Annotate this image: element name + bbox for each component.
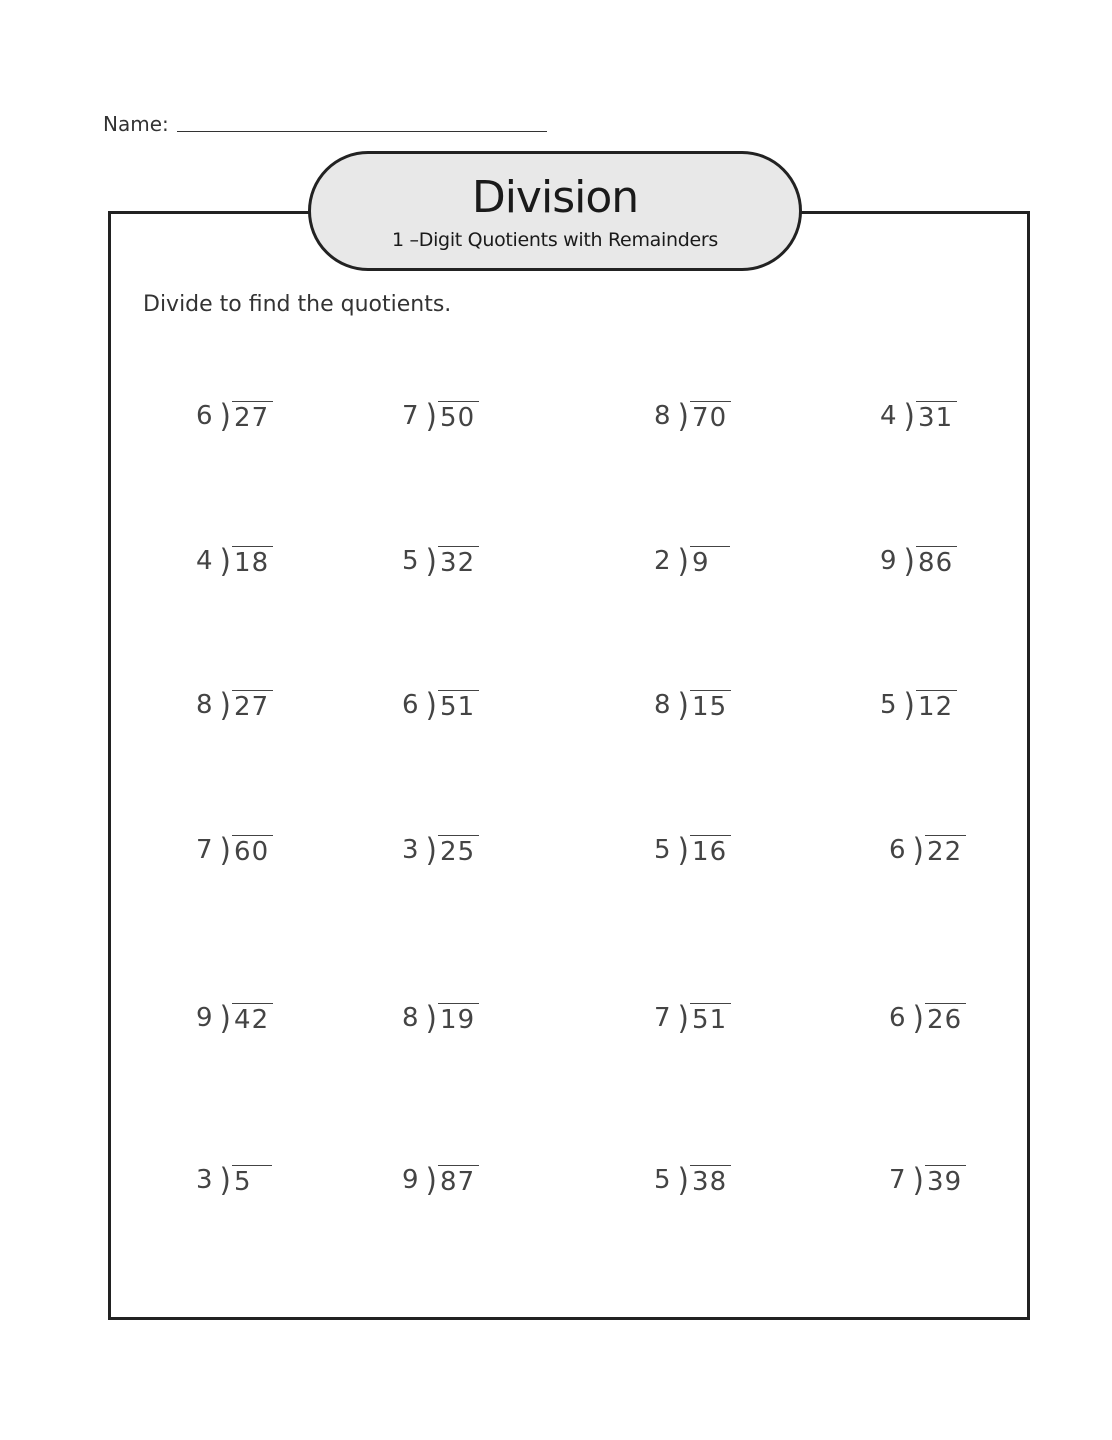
dividend: 70: [690, 401, 731, 432]
dividend: 42: [232, 1003, 273, 1034]
dividend: 27: [232, 690, 273, 721]
division-problem: [402, 998, 479, 1038]
division-bracket-icon: ): [219, 542, 231, 580]
divisor: 8: [654, 690, 671, 720]
dividend: 32: [438, 546, 479, 577]
division-problem: [402, 541, 479, 581]
division-problem: [654, 541, 730, 581]
divisor: 5: [654, 835, 671, 865]
division-problem: [889, 1160, 966, 1200]
name-field: [103, 112, 547, 136]
dividend: 19: [438, 1003, 479, 1034]
dividend: 86: [916, 546, 957, 577]
division-bracket-icon: ): [425, 831, 437, 869]
divisor: 8: [402, 1003, 419, 1033]
dividend: 31: [916, 401, 957, 432]
division-bracket-icon: ): [425, 1161, 437, 1199]
divisor: 2: [654, 546, 671, 576]
division-bracket-icon: ): [903, 686, 915, 724]
division-problem: [196, 830, 273, 870]
division-problem: [402, 396, 479, 436]
dividend: 60: [232, 835, 273, 866]
dividend: 50: [438, 401, 479, 432]
division-problem: [196, 396, 273, 436]
division-bracket-icon: ): [677, 542, 689, 580]
dividend: 25: [438, 835, 479, 866]
division-bracket-icon: ): [425, 686, 437, 724]
divisor: 7: [889, 1165, 906, 1195]
divisor: 5: [880, 690, 897, 720]
division-problem: [196, 998, 273, 1038]
divisor: 5: [402, 546, 419, 576]
division-bracket-icon: ): [219, 1161, 231, 1199]
divisor: 8: [196, 690, 213, 720]
dividend: 9: [690, 546, 730, 577]
division-problem: [654, 1160, 731, 1200]
divisor: 9: [880, 546, 897, 576]
division-bracket-icon: ): [677, 397, 689, 435]
dividend: 87: [438, 1165, 479, 1196]
division-bracket-icon: ): [912, 1161, 924, 1199]
dividend: 22: [925, 835, 966, 866]
division-problem: [402, 685, 479, 725]
division-bracket-icon: ): [425, 999, 437, 1037]
division-bracket-icon: ): [219, 999, 231, 1037]
divisor: 9: [402, 1165, 419, 1195]
divisor: 6: [889, 1003, 906, 1033]
dividend: 26: [925, 1003, 966, 1034]
divisor: 6: [196, 401, 213, 431]
title-banner: [308, 151, 802, 271]
division-problem: [654, 685, 731, 725]
divisor: 7: [196, 835, 213, 865]
division-bracket-icon: ): [219, 686, 231, 724]
division-problem: [889, 830, 966, 870]
dividend: 18: [232, 546, 273, 577]
division-problem: [880, 396, 957, 436]
division-bracket-icon: ): [677, 1161, 689, 1199]
division-bracket-icon: ): [912, 831, 924, 869]
dividend: 38: [690, 1165, 731, 1196]
division-problem: [196, 685, 273, 725]
division-problem: [196, 1160, 272, 1200]
divisor: 6: [889, 835, 906, 865]
division-problem: [654, 998, 731, 1038]
divisor: 3: [196, 1165, 213, 1195]
division-problem: [889, 998, 966, 1038]
dividend: 27: [232, 401, 273, 432]
division-problem: [402, 1160, 479, 1200]
divisor: 7: [402, 401, 419, 431]
division-problem: [402, 830, 479, 870]
divisor: 4: [880, 401, 897, 431]
division-problem: [654, 830, 731, 870]
division-problem: [880, 685, 957, 725]
dividend: 51: [438, 690, 479, 721]
divisor: 3: [402, 835, 419, 865]
divisor: 6: [402, 690, 419, 720]
dividend: 16: [690, 835, 731, 866]
division-bracket-icon: ): [677, 831, 689, 869]
dividend: 5: [232, 1165, 272, 1196]
division-problem: [880, 541, 957, 581]
division-problem: [196, 541, 273, 581]
page-subtitle: 1 –Digit Quotients with Remainders: [392, 229, 718, 251]
division-bracket-icon: ): [677, 686, 689, 724]
divisor: 4: [196, 546, 213, 576]
divisor: 9: [196, 1003, 213, 1033]
name-label: Name:: [103, 112, 169, 136]
worksheet-frame: [108, 211, 1030, 1320]
name-write-line[interactable]: [177, 131, 547, 132]
divisor: 5: [654, 1165, 671, 1195]
dividend: 39: [925, 1165, 966, 1196]
division-bracket-icon: ): [677, 999, 689, 1037]
division-bracket-icon: ): [425, 397, 437, 435]
division-bracket-icon: ): [219, 397, 231, 435]
dividend: 51: [690, 1003, 731, 1034]
page-title: Division: [471, 172, 639, 223]
division-bracket-icon: ): [425, 542, 437, 580]
instructions: Divide to find the quotients.: [143, 292, 452, 317]
dividend: 12: [916, 690, 957, 721]
divisor: 8: [654, 401, 671, 431]
division-bracket-icon: ): [903, 542, 915, 580]
division-problem: [654, 396, 731, 436]
division-bracket-icon: ): [219, 831, 231, 869]
divisor: 7: [654, 1003, 671, 1033]
division-bracket-icon: ): [912, 999, 924, 1037]
dividend: 15: [690, 690, 731, 721]
division-bracket-icon: ): [903, 397, 915, 435]
